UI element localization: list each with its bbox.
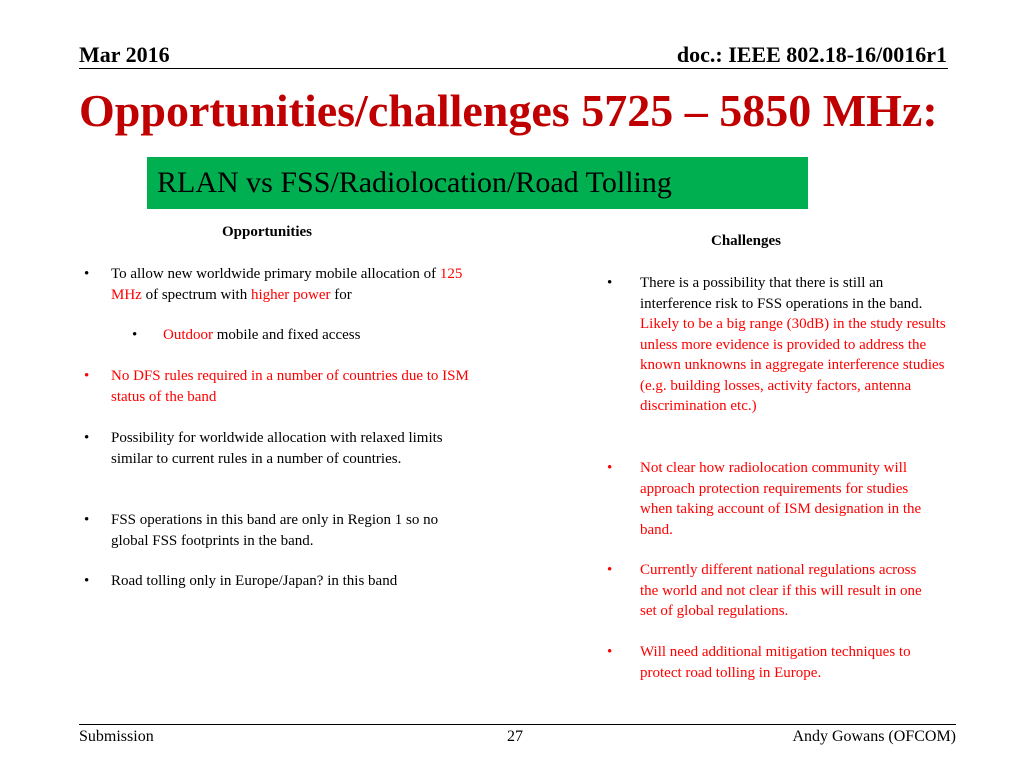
- bullet: •: [607, 644, 613, 660]
- bullet: •: [84, 573, 90, 589]
- header-date: Mar 2016: [79, 42, 170, 67]
- opportunity-subitem-1: Outdoor mobile and fixed access: [163, 327, 361, 343]
- challenge-item-4: Will need additional mitigation techniques to protect road tolling in Europe.: [640, 644, 911, 681]
- challenge-item-1: There is a possibility that there is still an interference risk to FSS operations in the band. Likely to be a big range (30dB) in the study results unless more evidence is provided to address the known unknowns in aggregate interference studies (e.g. building losses, activity factors, antenna discrimination etc.): [640, 275, 946, 414]
- opportunity-item-3: Possibility for worldwide allocation with relaxed limits similar to current rules in a number of countries.: [111, 430, 443, 467]
- bullet: •: [84, 430, 90, 446]
- bullet: •: [132, 327, 138, 343]
- slide-title: Opportunities/challenges 5725 – 5850 MHz:: [79, 85, 938, 136]
- banner-text: RLAN vs FSS/Radiolocation/Road Tolling: [157, 166, 672, 199]
- challenges-heading: Challenges: [711, 233, 782, 249]
- footer-submission: Submission: [79, 728, 154, 745]
- bullet: •: [607, 460, 613, 476]
- banner-box: [147, 157, 808, 209]
- header-doc-id: doc.: IEEE 802.18-16/0016r1: [676, 42, 947, 67]
- header-divider: [79, 68, 948, 69]
- opportunity-item-2: No DFS rules required in a number of countries due to ISM status of the band: [111, 368, 469, 405]
- opportunity-item-4: FSS operations in this band are only in Region 1 so no global FSS footprints in the band.: [111, 512, 439, 549]
- bullet: •: [607, 275, 613, 291]
- bullet: •: [84, 266, 90, 282]
- bullet: •: [607, 562, 613, 578]
- opportunity-item-5: Road tolling only in Europe/Japan? in this band: [111, 573, 398, 589]
- footer-author: Andy Gowans (OFCOM): [792, 728, 956, 745]
- page-number: 27: [507, 728, 523, 745]
- footer-divider: [79, 724, 956, 725]
- bullet: •: [84, 368, 90, 384]
- opportunity-item-1: To allow new worldwide primary mobile allocation of 125 MHz of spectrum with higher power for: [111, 266, 463, 303]
- bullet: •: [84, 512, 90, 528]
- opportunities-heading: Opportunities: [222, 224, 313, 240]
- challenge-item-2: Not clear how radiolocation community will approach protection requirements for studies when taking account of ISM designation in the band.: [640, 460, 922, 538]
- challenge-item-3: Currently different national regulations across the world and not clear if this will result in one set of global regulations.: [640, 562, 922, 619]
